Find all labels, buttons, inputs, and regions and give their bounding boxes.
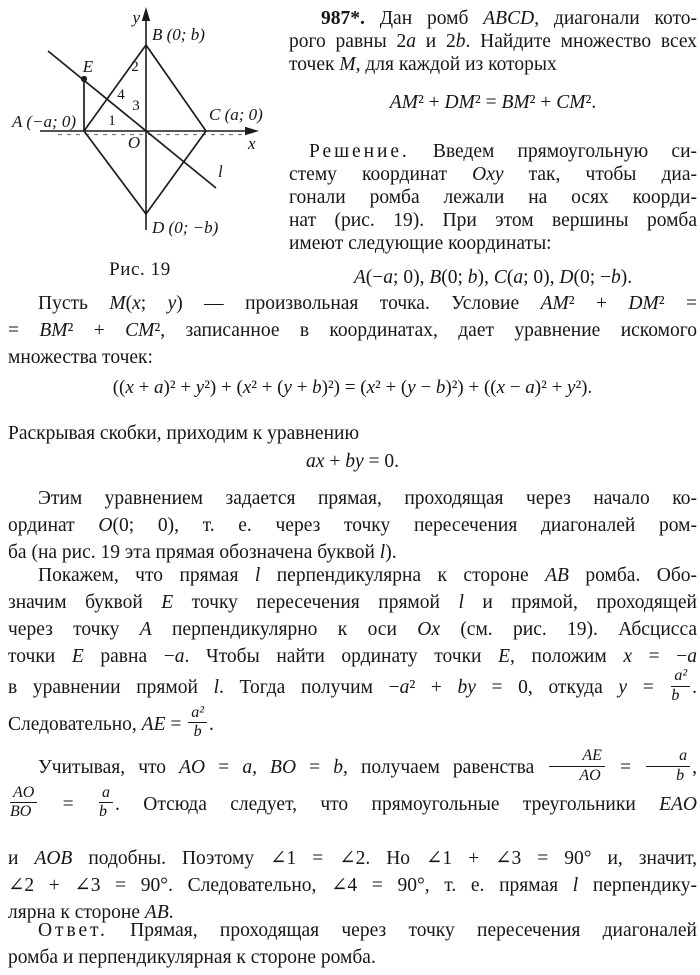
- problem-statement: [289, 7, 697, 289]
- text-line: Следовательно, AE = $\frac{\text{a²}}{b}$ .: [8, 703, 214, 741]
- equation-condition: AM² + DM² = BM² + CM².: [389, 92, 597, 113]
- text-line: Этим уравнением задается прямая, проходящая через начало ко-: [38, 488, 697, 509]
- text-line: ба (на рис. 19 эта прямая обозначена буквой l).: [8, 542, 397, 563]
- text-line: стему координат Oxy так, чтобы диа-: [289, 164, 697, 185]
- text-line: ∠2 + ∠3 = 90°. Следовательно, ∠4 = 90°, т. е. прямая l перпендику-: [8, 875, 697, 896]
- vertex-a-label: A (−a; 0): [12, 112, 77, 131]
- text-line: рого равны 2a и 2b. Найдите множество всех: [289, 31, 697, 52]
- text-line: Решение. Введем прямоугольную си-: [309, 141, 697, 162]
- text-line: гонали ромба лежали на осях коорди-: [289, 187, 697, 208]
- figure-rhombus-diagram: [0, 0, 290, 252]
- text-line: нат (рис. 19). При этом вершины ромба: [289, 210, 697, 231]
- equation-line: ax + by = 0.: [306, 451, 399, 472]
- paragraph-line-through-origin: [8, 485, 697, 566]
- paragraph-answer: [8, 917, 697, 971]
- text-line: лярна к стороне AB.: [8, 902, 174, 923]
- paragraph-expanding: [8, 420, 697, 447]
- text-line: Покажем, что прямая l перпендикулярна к стороне AB ромба. Обо-: [38, 565, 698, 586]
- paragraph-angles: [8, 845, 697, 926]
- text-line: ординат O(0; 0), т. е. через точку пересечения диагоналей ром-: [8, 515, 697, 536]
- text-line: ромба и перпендикулярная к стороне ромба.: [8, 947, 376, 968]
- text-line: множества точек:: [8, 347, 153, 368]
- text-line: Раскрывая скобки, приходим к уравнению: [8, 423, 360, 444]
- text-line: точки E равна −a. Чтобы найти ординату точки E, положим x = −a: [8, 646, 697, 667]
- equation-coordinates: A(−a; 0), B(0; b), C(a; 0), D(0; −b).: [353, 267, 633, 288]
- point-e-label: E: [82, 57, 94, 76]
- point-e-dot: [81, 76, 87, 82]
- vertex-b-label: B (0; b): [152, 25, 205, 44]
- angle-1-label: 1: [108, 113, 116, 129]
- paragraph-let-m: [8, 290, 697, 371]
- x-axis-label: x: [248, 134, 256, 153]
- figure-caption: Рис. 19: [109, 259, 171, 280]
- text-line: 987*. Дан ромб ABCD, диагонали кото-: [321, 8, 697, 29]
- y-axis-label: y: [132, 8, 140, 27]
- text-line: в уравнении прямой l. Тогда получим −a² + by = 0, откуда y = $\frac{\text{a²}}{b}$ .: [8, 667, 697, 704]
- angle-3-label: 3: [132, 98, 140, 114]
- angle-4-label: 4: [117, 87, 125, 103]
- origin-label: O: [127, 133, 141, 152]
- paragraph-perpendicularity: [8, 562, 697, 743]
- text-line: имеют следующие координаты:: [289, 233, 552, 254]
- text-line: Ответ. Прямая, проходящая через точку пересечения диагоналей: [38, 920, 697, 941]
- text-line: значим буквой E точку пересечения прямой l и прямой, проходящей: [8, 592, 697, 613]
- text-line: $\frac{AO}{BO}$ = $\frac{a}{b}$ . Отсюда следует, что прямоугольные треугольники EAO: [10, 783, 698, 821]
- equation-expanded: ((x + a)² + y²) + (x² + (y + b)²) = (x² + (y − b)²) + ((x − a)² + y²).: [112, 377, 593, 398]
- text-line: Пусть M(x; y) — произвольная точка. Условие AM² + DM² =: [38, 293, 698, 314]
- text-line: и AOB подобны. Поэтому ∠1 = ∠2. Но ∠1 + ∠3 = 90° и, значит,: [8, 848, 697, 869]
- paragraph-similar-triangles: [8, 747, 698, 823]
- text-line: точек M, для каждой из которых: [289, 54, 557, 75]
- angle-2-label: 2: [131, 59, 139, 75]
- vertex-c-label: C (a; 0): [209, 105, 263, 124]
- text-line: Учитывая, что AO = a, BO = b, получаем равенства $\frac{AE}{AO}$ = $\frac{a}{b}$ ,: [38, 747, 697, 784]
- text-line: через точку A перпендикулярно к оси Ox (см. рис. 19). Абсцисса: [8, 619, 697, 640]
- y-axis-arrowhead: [142, 7, 150, 21]
- line-l-label: l: [218, 162, 223, 181]
- vertex-d-label: D (0; −b): [152, 218, 219, 237]
- text-line: = BM² + CM², записанное в координатах, дает уравнение искомого: [8, 320, 698, 341]
